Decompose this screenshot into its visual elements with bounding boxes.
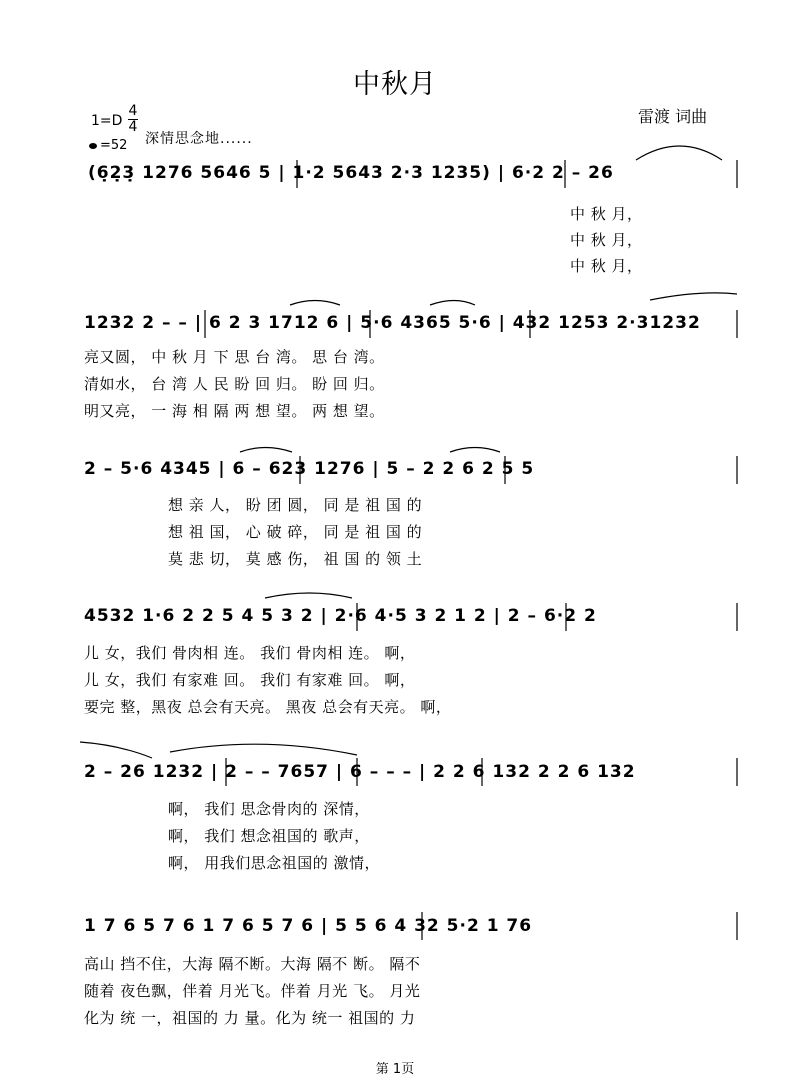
song-title: 中秋月	[353, 69, 437, 100]
slur-arc	[240, 448, 292, 453]
notes-text: 2 – 5·6 4345 | 6 – 623 1276 | 5 – 2 2 6 2 5 5	[84, 459, 535, 479]
notes-text: 1 7 6 5 7 6 1 7 6 5 7 6 | 5 5 6 4 32 5·2 1 76	[84, 916, 533, 936]
notes-text: 4532 1·6 2 2 5 4 5 3 2 | 2·6 4·5 3 2 1 2 | 2 – 6·2 2	[84, 606, 597, 626]
time-bottom: 4	[128, 119, 138, 135]
key-signature: 1=D	[91, 113, 123, 129]
slur-arc	[265, 593, 352, 598]
slur-arc	[636, 146, 722, 160]
notes-text: 2 – 26 1232 | 2 – – 7657 | 6 – – – | 2 2 6 132 2 2 6 132	[84, 762, 636, 782]
slur-arc	[430, 301, 475, 306]
composer-credit: 雷渡 词曲	[638, 107, 708, 126]
time-top: 4	[128, 103, 138, 119]
page-number: 第 1页	[375, 1062, 415, 1077]
slur-arc	[650, 293, 737, 300]
slur-arc	[80, 742, 152, 758]
slur-arc	[450, 448, 500, 453]
notes-text: 1232 2 – – | 6 2 3 1712 6 | 5·6 4365 5·6 | 432 1253 2·31232	[84, 313, 701, 333]
slur-arc	[290, 301, 340, 306]
notes-text: (6̣2̣3̣ 1276 5646 5 | 1·2 5643 2·3 1235) | 6·2 2 – 26	[88, 163, 614, 183]
expression-marking: 深情思念地......	[145, 131, 253, 147]
tempo-value: =52	[100, 138, 128, 153]
slur-arc	[170, 744, 357, 755]
